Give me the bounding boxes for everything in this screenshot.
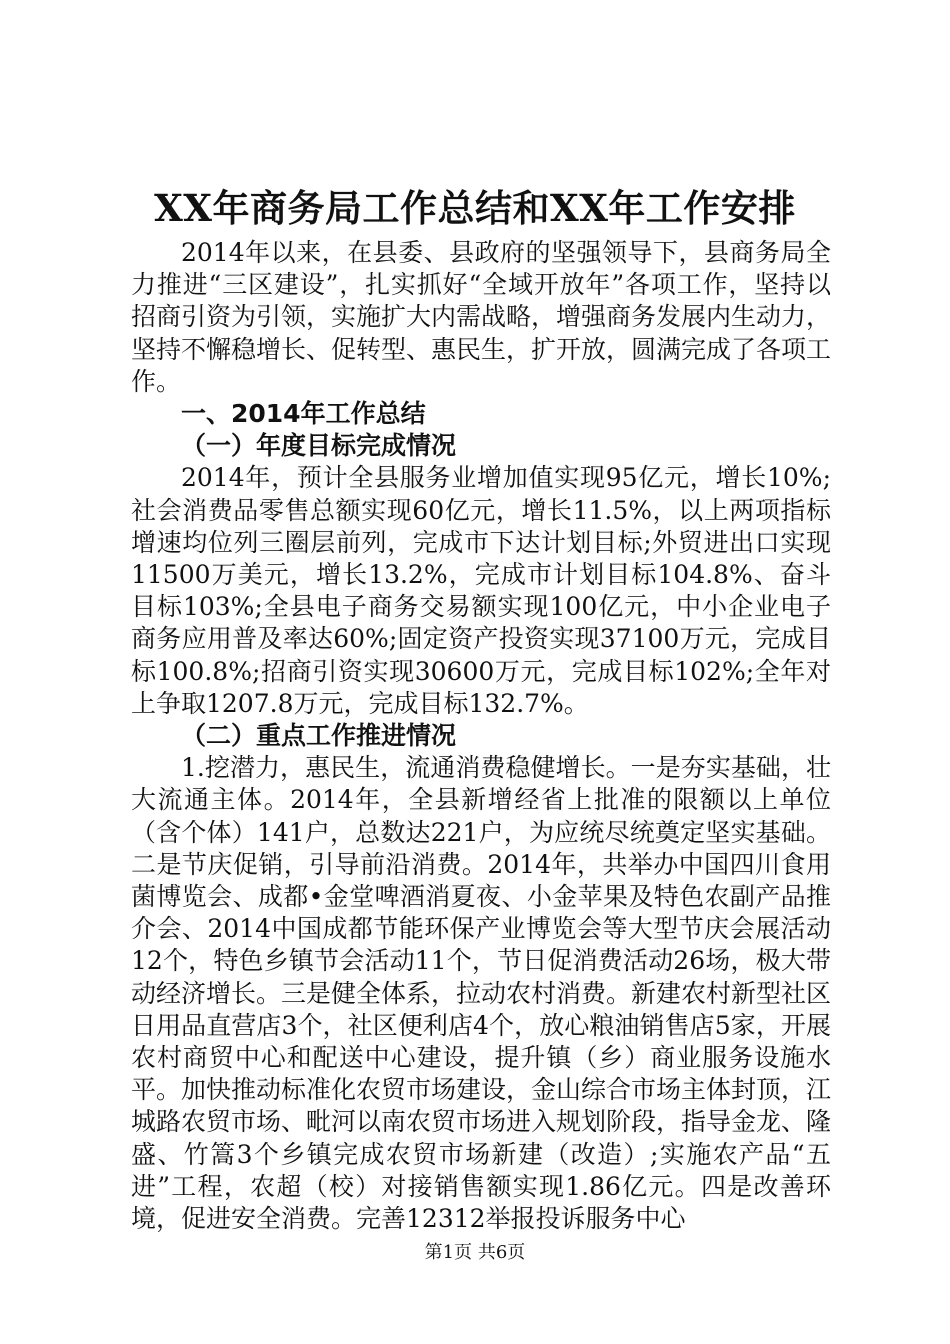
document-title: XX年商务局工作总结和XX年工作安排 [154,186,796,230]
section-heading: 一、2014年工作总结 [181,399,426,429]
document-body [131,237,831,1235]
intro-paragraph: 2014年以来，在县委、县政府的坚强领导下，县商务局全力推进“三区建设”，扎实抓好“全域开放年”各项工作，坚持以招商引资为引领，实施扩大内需战略，增强商务发展内生动力，坚持不懈稳增长、促转型、惠民生，扩开放，圆满完成了各项工作。 [131,238,832,396]
subsection-heading-key-work: （二）重点工作推进情况 [181,721,457,751]
targets-paragraph: 2014年，预计全县服务业增加值实现95亿元，增长10%;社会消费品零售总额实现60亿元，增长11.5%，以上两项指标增速均位列三圈层前列，完成市下达计划目标;外贸进出口实现11500万美元，增长13.2%，完成市计划目标104.8%、奋斗目标103%;全县电子商务交易额实现100亿元，中小企业电子商务应用普及率达60%;固定资产投资实现37100万元，完成目标100.8%;招商引资实现30600万元，完成目标102%;全年对上争取1207.8万元，完成目标132.7%。 [131,463,831,718]
subsection-heading-targets: （一）年度目标完成情况 [181,431,457,461]
key-work-paragraph: 1.挖潜力，惠民生，流通消费稳健增长。一是夯实基础，壮大流通主体。2014年，全县新增经省上批准的限额以上单位（含个体）141户，总数达221户，为应统尽统奠定坚实基础。二是节庆促销，引导前沿消费。2014年，共举办中国四川食用菌博览会、成都•金堂啤酒消夏夜、小金苹果及特色农副产品推介会、2014中国成都节能环保产业博览会等大型节庆会展活动12个，特色乡镇节会活动11个，节日促消费活动26场，极大带动经济增长。三是健全体系，拉动农村消费。新建农村新型社区日用品直营店3个，社区便利店4个，放心粮油销售店5家，开展农村商贸中心和配送中心建设，提升镇（乡）商业服务设施水平。加快推动标准化农贸市场建设，金山综合市场主体封顶，江城路农贸市场、毗河以南农贸市场进入规划阶段，指导金龙、隆盛、竹篙3个乡镇完成农贸市场新建（改造）;实施农产品“五进”工程，农超（校）对接销售额实现1.86亿元。四是改善环境，促进安全消费。完善12312举报投诉服务中心 [131,753,832,1234]
page-footer: 第1页 共6页 [424,1242,526,1263]
